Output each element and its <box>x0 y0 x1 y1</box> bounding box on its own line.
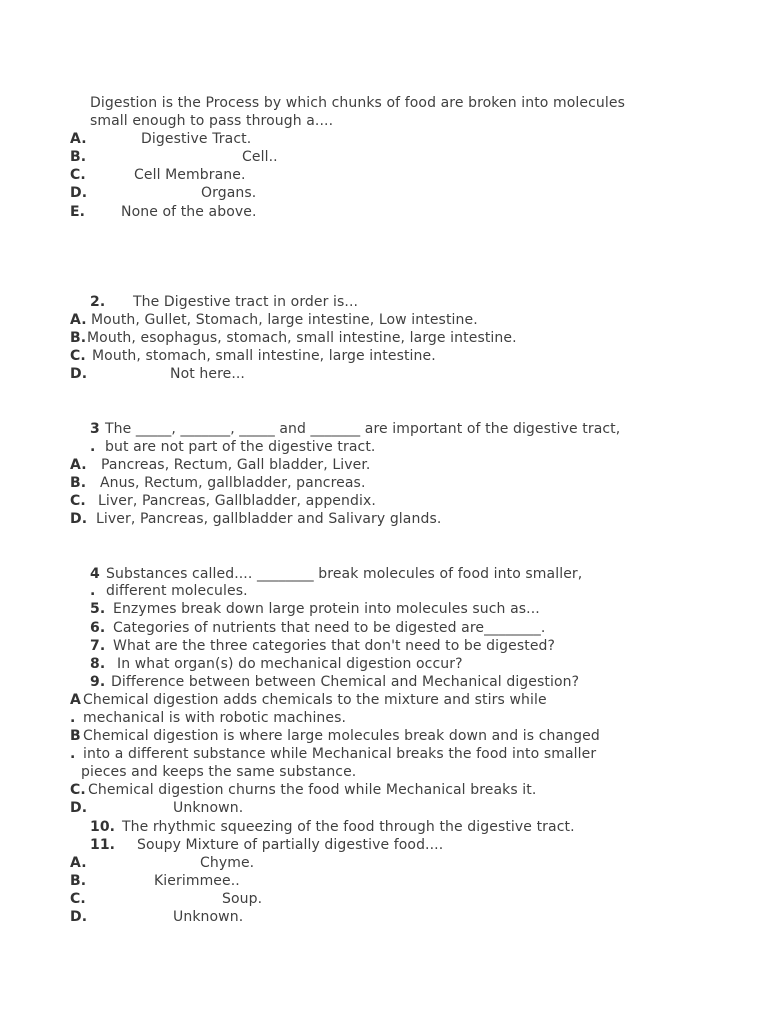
question-1-text-cont: small enough to pass through a.... <box>90 113 334 129</box>
question-3-text-cont: but are not part of the digestive tract. <box>105 439 376 455</box>
option-text: Mouth, esophagus, stomach, small intestine, large intestine. <box>87 330 517 346</box>
option-label: C. <box>70 348 86 364</box>
question-number: 11. <box>90 837 116 853</box>
question-number: 7. <box>90 638 106 654</box>
option-text-cont: pieces and keeps the same substance. <box>81 764 357 780</box>
option-label: D. <box>70 366 88 382</box>
option-label: C. <box>70 782 86 798</box>
option-text: None of the above. <box>121 204 257 220</box>
question-8-text: In what organ(s) do mechanical digestion occur? <box>117 656 463 672</box>
option-label: B. <box>70 149 87 165</box>
question-10-text: The rhythmic squeezing of the food through the digestive tract. <box>122 819 575 835</box>
question-1-text: Digestion is the Process by which chunks of food are broken into molecules <box>90 95 625 111</box>
option-text: Unknown. <box>173 800 244 816</box>
question-number: 10. <box>90 819 116 835</box>
question-6-text: Categories of nutrients that need to be digested are________. <box>113 620 546 636</box>
option-label: A. <box>70 457 87 473</box>
question-9-text: Difference between between Chemical and Mechanical digestion? <box>111 674 580 690</box>
option-label: D. <box>70 909 88 925</box>
list-marker: . <box>90 439 96 455</box>
list-marker: . <box>70 710 76 726</box>
question-number: 8. <box>90 656 106 672</box>
option-text: Anus, Rectum, gallbladder, pancreas. <box>100 475 366 491</box>
list-marker: . <box>70 746 76 762</box>
option-text: Unknown. <box>173 909 244 925</box>
option-text-cont: mechanical is with robotic machines. <box>83 710 347 726</box>
option-label: B. <box>70 475 87 491</box>
option-text: Mouth, Gullet, Stomach, large intestine, Low intestine. <box>91 312 478 328</box>
question-number: 6. <box>90 620 106 636</box>
question-number: 9. <box>90 674 106 690</box>
option-text: Chemical digestion is where large molecules break down and is changed <box>83 728 600 744</box>
option-text: Digestive Tract. <box>141 131 252 147</box>
question-2-text: The Digestive tract in order is... <box>133 294 359 310</box>
question-number: 3 <box>90 421 100 437</box>
option-text-cont: into a different substance while Mechanical breaks the food into smaller <box>83 746 597 762</box>
question-number: 5. <box>90 601 106 617</box>
option-label: C. <box>70 167 86 183</box>
option-label: C. <box>70 493 86 509</box>
option-label: A. <box>70 131 87 147</box>
option-label: A. <box>70 855 87 871</box>
list-marker: . <box>90 583 96 599</box>
option-label: D. <box>70 185 88 201</box>
option-text: Not here... <box>170 366 245 382</box>
option-label: D. <box>70 511 88 527</box>
option-label: B. <box>70 330 87 346</box>
option-text: Cell.. <box>242 149 278 165</box>
option-text: Chemical digestion churns the food while Mechanical breaks it. <box>88 782 537 798</box>
option-text: Chyme. <box>200 855 255 871</box>
option-text: Organs. <box>201 185 257 201</box>
option-label: B <box>70 728 81 744</box>
option-label: B. <box>70 873 87 889</box>
option-label: A. <box>70 312 87 328</box>
question-5-text: Enzymes break down large protein into molecules such as... <box>113 601 540 617</box>
question-3-text: The _____, _______, _____ and _______ are important of the digestive tract, <box>105 421 621 437</box>
question-4-text: Substances called.... ________ break molecules of food into smaller, <box>106 566 583 582</box>
option-label: D. <box>70 800 88 816</box>
question-4-text-cont: different molecules. <box>106 583 248 599</box>
option-text: Liver, Pancreas, Gallbladder, appendix. <box>98 493 376 509</box>
option-text: Soup. <box>222 891 263 907</box>
option-text: Cell Membrane. <box>134 167 246 183</box>
question-number: 4 <box>90 566 100 582</box>
option-text: Mouth, stomach, small intestine, large intestine. <box>92 348 436 364</box>
option-label: A <box>70 692 81 708</box>
question-number: 2. <box>90 294 106 310</box>
option-label: C. <box>70 891 86 907</box>
option-text: Liver, Pancreas, gallbladder and Salivary glands. <box>96 511 442 527</box>
option-text: Pancreas, Rectum, Gall bladder, Liver. <box>101 457 371 473</box>
option-text: Kierimmee.. <box>154 873 240 889</box>
question-11-text: Soupy Mixture of partially digestive food.... <box>137 837 444 853</box>
option-text: Chemical digestion adds chemicals to the mixture and stirs while <box>83 692 547 708</box>
option-label: E. <box>70 204 86 220</box>
question-7-text: What are the three categories that don't need to be digested? <box>113 638 556 654</box>
